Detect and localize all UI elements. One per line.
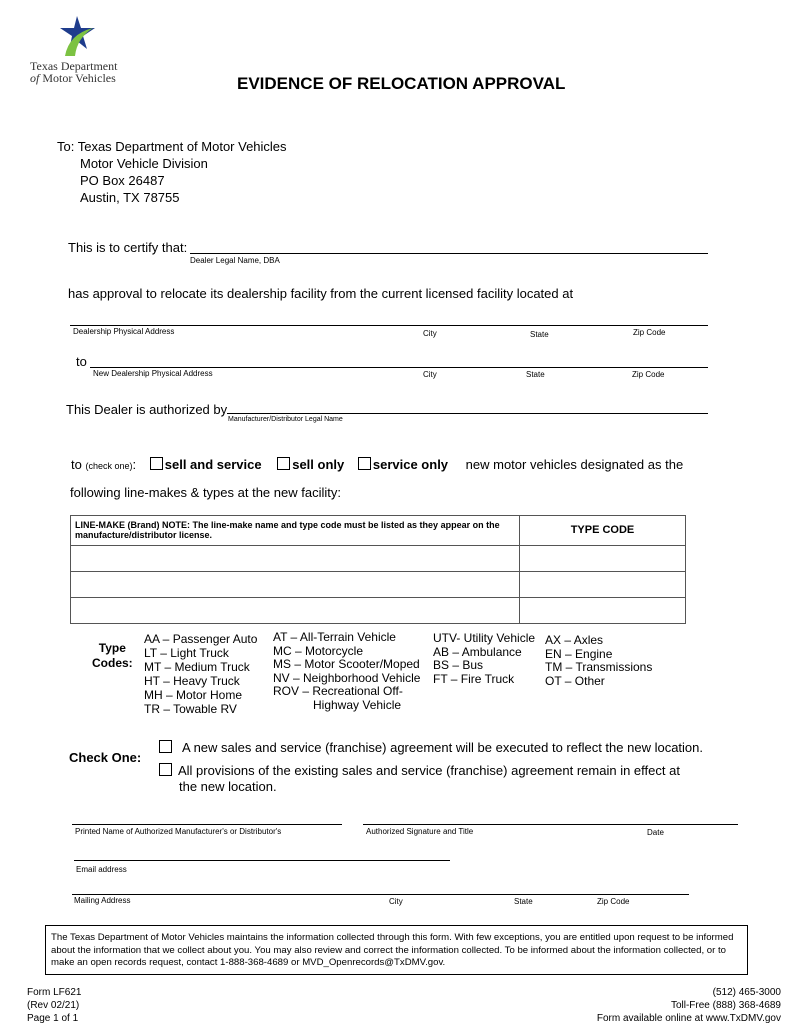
page-number: Page 1 of 1 [27,1013,79,1024]
printed-name-field[interactable] [72,824,342,825]
logo-text-of: of [30,71,40,85]
approval-text: has approval to relocate its dealership facility from the current licensed facility located at [68,286,574,301]
mailing-caption: Mailing Address [74,896,131,905]
dealer-name-caption: Dealer Legal Name, DBA [190,256,280,265]
checkbox-icon[interactable] [150,457,163,470]
manufacturer-name-field[interactable] [227,413,708,414]
checkbox-icon[interactable] [159,763,172,776]
check-one-row [71,457,683,472]
option-label: sell and service [164,457,262,472]
mailing-city-caption: City [389,897,403,906]
type-code-header: TYPE CODE [520,516,686,546]
checkbox-icon[interactable] [358,457,371,470]
colon: : [132,457,137,472]
signature-caption: Authorized Signature and Title [366,827,474,836]
address-division: Motor Vehicle Division [80,156,208,171]
form-online: Form available online at www.TxDMV.gov [596,1013,781,1024]
code-item: TM – Transmissions [545,660,653,674]
check-tail-text: new motor vehicles designated as the [465,457,684,472]
code-item: LT – Light Truck [144,646,229,660]
form-revision: (Rev 02/21) [27,1000,80,1011]
footer-left [27,986,81,1025]
privacy-notice: The Texas Department of Motor Vehicles maintains the information collected through this form. With few exceptions, you are entitled upon request to be informed about the information that we collect about you. You may also review and correct the information collected. To be informed about the information collected, or to make an open records request, contact 1-888-368-4689 or MVD_Openrecords@TxDMV.gov. [45,925,748,975]
code-item: FT – Fire Truck [433,671,515,686]
email-caption: Email address [76,865,127,874]
option-label-cont: the new location. [179,779,277,794]
footer-right [597,986,781,1025]
new-city-caption: City [423,370,437,379]
code-item: MS – Motor Scooter/Moped [273,657,420,671]
checkbox-icon[interactable] [159,740,172,753]
dealer-name-field[interactable] [190,253,708,254]
option-sell-only[interactable] [277,457,344,472]
code-item: AB – Ambulance [433,644,522,659]
check-one-hint: (check one) [85,461,133,471]
code-item: OT – Other [545,673,605,688]
current-address-field[interactable] [70,325,708,326]
new-state-caption: State [526,370,545,379]
code-item: NV – Neighborhood Vehicle [273,670,421,685]
code-item: AT – All-Terrain Vehicle [273,630,396,644]
option-new-agreement[interactable] [159,740,703,755]
line-make-cell[interactable] [71,546,520,572]
type-code-cell[interactable] [520,546,686,572]
phone: (512) 465-3000 [712,987,781,998]
signature-field[interactable] [363,824,738,825]
code-item: TR – Towable RV [144,702,237,716]
code-item: BS – Bus [433,658,484,672]
checkbox-icon[interactable] [277,457,290,470]
type-code-cell[interactable] [520,598,686,624]
code-item: HT – Heavy Truck [144,674,240,688]
mailing-state-caption: State [514,897,533,906]
code-item: AA – Passenger Auto [144,632,258,646]
code-item: AX – Axles [545,633,604,647]
option-existing-agreement[interactable] [159,763,680,795]
current-city-caption: City [423,329,437,338]
option-label: All provisions of the existing sales and service (franchise) agreement remain in effect at [178,763,680,778]
code-item: MC – Motorcycle [273,643,364,658]
type-codes-label [92,641,133,671]
current-state-caption: State [530,330,549,339]
type-label: Type [98,641,126,655]
option-service-only[interactable] [358,457,448,472]
line-make-table [70,515,686,624]
toll-free: Toll-Free (888) 368-4689 [670,1000,781,1011]
page-title: EVIDENCE OF RELOCATION APPROVAL [237,74,566,93]
current-zip-caption: Zip Code [633,328,666,337]
printed-name-caption: Printed Name of Authorized Manufacturer's or Distributor's [75,827,282,836]
current-address-caption: Dealership Physical Address [73,327,175,336]
line-make-header: LINE-MAKE (Brand) NOTE: The line-make name and type code must be listed as they appear on the manufacture/distributor license. [71,516,520,546]
form-number: Form LF621 [27,987,82,998]
type-codes-col2 [273,631,420,712]
code-item: MH – Motor Home [144,688,243,702]
address-to: To: Texas Department of Motor Vehicles [57,139,287,154]
manufacturer-caption: Manufacturer/Distributor Legal Name [228,416,343,423]
code-item: ROV – Recreational Off- [273,684,403,698]
type-codes-col1 [144,632,257,716]
line-makes-text: following line-makes & types at the new facility: [70,485,341,500]
address-city: Austin, TX 78755 [80,190,180,205]
option-label: service only [372,457,449,472]
type-codes-col3 [433,632,535,686]
code-item: Highway Vehicle [313,697,402,712]
code-item: UTV- Utility Vehicle [433,631,536,645]
new-zip-caption: Zip Code [632,370,665,379]
line-make-cell[interactable] [71,572,520,598]
certify-label: This is to certify that: [68,240,188,255]
type-codes-col4 [545,634,652,688]
logo-text-1: Texas Department [30,59,118,73]
email-field[interactable] [74,860,450,861]
check-one-label: Check One: [69,750,142,765]
mailing-zip-caption: Zip Code [597,897,630,906]
type-code-cell[interactable] [520,572,686,598]
date-caption: Date [647,828,664,837]
option-label: A new sales and service (franchise) agreement will be executed to reflect the new location. [182,740,703,755]
address-po-box: PO Box 26487 [80,173,165,188]
code-item: EN – Engine [545,646,613,661]
code-item: MT – Medium Truck [144,660,250,674]
line-make-cell[interactable] [71,598,520,624]
to-text: to [71,457,82,472]
authorized-label: This Dealer is authorized by [66,402,228,417]
to-label: to [76,354,87,369]
option-label: sell only [292,457,345,472]
new-address-field[interactable] [90,367,708,368]
mailing-address-block [57,138,287,206]
star-logo-icon [55,16,100,61]
logo-text-2: Motor Vehicles [42,71,116,85]
codes-label: Codes: [92,656,133,670]
option-sell-and-service[interactable] [150,457,262,472]
new-address-caption: New Dealership Physical Address [93,369,213,378]
mailing-address-field[interactable] [72,894,689,895]
